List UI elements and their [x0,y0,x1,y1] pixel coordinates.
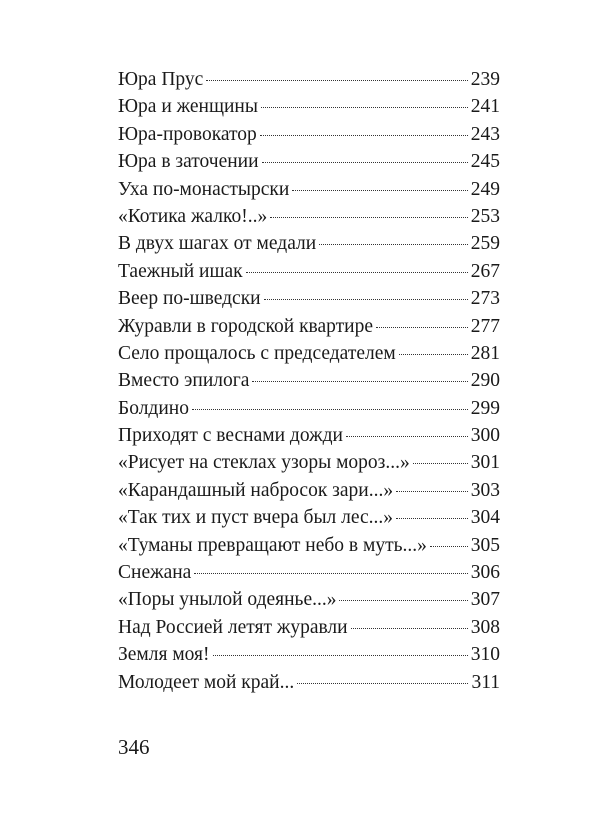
toc-dot-leader [262,162,468,163]
toc-entry-page: 281 [470,342,500,364]
toc-entry-title: Юра-провокатор [118,123,257,145]
toc-dot-leader [246,272,468,273]
toc-dot-leader [413,463,468,464]
toc-entry [118,367,500,394]
toc-entry-page: 290 [470,370,500,392]
toc-entry-page: 305 [470,534,500,556]
page-number: 346 [118,735,150,759]
toc-entry-page: 267 [470,260,500,282]
toc-entry-title: Юра и женщины [118,96,258,118]
toc-entry [118,313,500,340]
toc-dot-leader [264,299,468,300]
toc-dot-leader [396,491,468,492]
toc-entry-page: 301 [470,452,500,474]
toc-entry-title: Юра в заточении [118,151,259,173]
toc-entry-page: 307 [470,589,500,611]
toc-entry-title: Вместо эпилога [118,370,250,392]
toc-dot-leader [292,190,467,191]
toc-entry-page: 243 [470,123,500,145]
toc-entry-page: 259 [470,233,500,255]
toc-entry-page: 245 [470,151,500,173]
toc-entry [118,559,500,586]
toc-entry-page: 253 [470,205,500,227]
toc-entry-title: Веер по-шведски [118,288,261,310]
toc-dot-leader [339,600,467,601]
toc-entry [118,148,500,175]
toc-entry-title: «Рисует на стеклах узоры мороз...» [118,452,410,474]
toc-entry [118,422,500,449]
toc-entry [118,395,500,422]
toc-entry-page: 308 [470,616,500,638]
toc-entry-page: 306 [470,562,500,584]
toc-entry-page: 303 [470,479,500,501]
toc-entry [118,93,500,120]
toc-entry [118,532,500,559]
table-of-contents [118,66,500,696]
toc-entry-page: 277 [470,315,500,337]
toc-entry-title: Таежный ишак [118,260,243,282]
toc-dot-leader [252,381,467,382]
toc-dot-leader [297,683,468,684]
toc-entry-page: 239 [470,69,500,90]
toc-entry [118,477,500,504]
toc-dot-leader [270,217,468,218]
toc-dot-leader [319,244,468,245]
toc-entry-title: «Котика жалко!..» [118,205,268,227]
toc-entry [118,121,500,148]
toc-entry-title: Снежана [118,562,192,584]
toc-entry-title: «Карандашный набросок зари...» [118,479,394,501]
toc-entry-page: 241 [470,96,500,118]
toc-entry-page: 300 [470,425,500,447]
toc-entry-title: Земля моя! [118,644,210,666]
toc-entry [118,641,500,668]
toc-entry-page: 304 [470,507,500,529]
toc-dot-leader [192,409,468,410]
toc-dot-leader [346,436,468,437]
toc-dot-leader [376,327,468,328]
toc-entry-title: Журавли в городской квартире [118,315,374,337]
toc-entry [118,449,500,476]
toc-dot-leader [396,518,468,519]
toc-dot-leader [430,546,468,547]
toc-dot-leader [213,655,468,656]
toc-entry [118,258,500,285]
toc-entry-page: 249 [470,178,500,200]
toc-entry-title: Молодеет мой край... [118,671,295,693]
toc-dot-leader [206,80,467,81]
toc-entry-title: «Так тих и пуст вчера был лес...» [118,507,394,529]
toc-entry [118,230,500,257]
toc-dot-leader [399,354,468,355]
toc-entry-page: 310 [470,644,500,666]
toc-entry [118,586,500,613]
toc-entry [118,614,500,641]
toc-entry-page: 299 [470,397,500,419]
toc-entry [118,66,500,93]
toc-dot-leader [351,628,468,629]
toc-entry [118,340,500,367]
toc-entry [118,176,500,203]
toc-entry-title: Болдино [118,397,189,419]
toc-dot-leader [260,135,468,136]
toc-entry [118,669,500,696]
toc-entry-title: «Поры унылой одеянье...» [118,589,337,611]
toc-entry-title: «Туманы превращают небо в муть...» [118,534,427,556]
toc-entry-page: 311 [471,671,500,693]
toc-entry-title: В двух шагах от медали [118,233,317,255]
toc-entry [118,504,500,531]
toc-entry-title: Село прощалось с председателем [118,342,396,364]
toc-entry-title: Юра Прус [118,69,204,90]
toc-dot-leader [194,573,467,574]
toc-entry-title: Приходят с веснами дожди [118,425,343,447]
toc-entry [118,203,500,230]
toc-entry [118,285,500,312]
toc-dot-leader [261,107,468,108]
toc-entry-title: Уха по-монастырски [118,178,290,200]
toc-entry-page: 273 [470,288,500,310]
toc-entry-title: Над Россией летят журавли [118,616,348,638]
